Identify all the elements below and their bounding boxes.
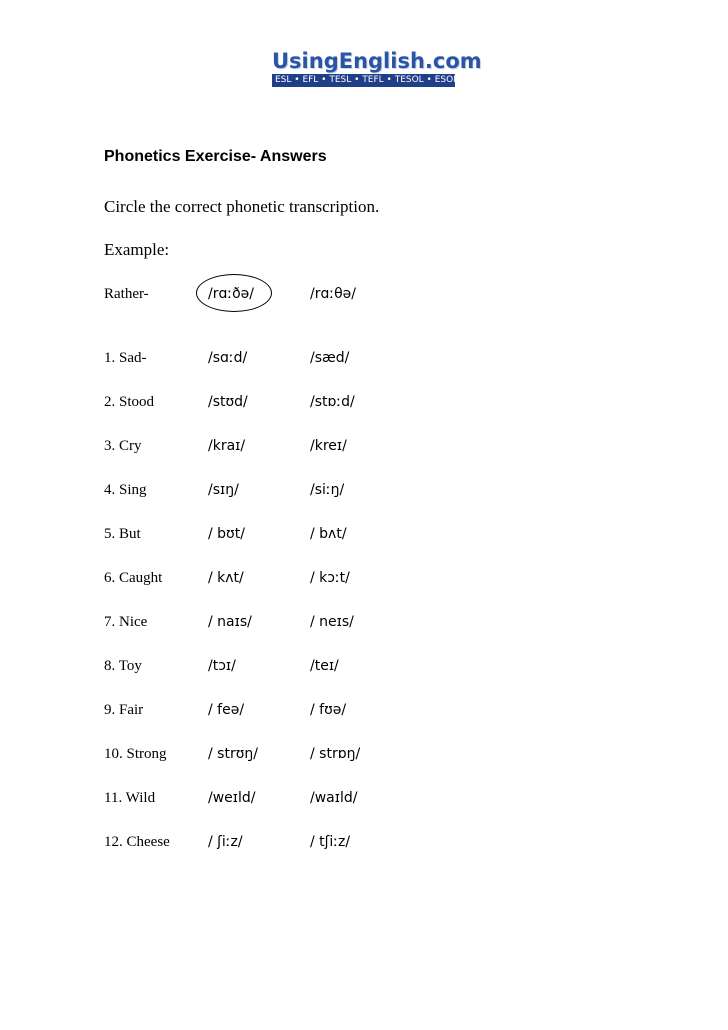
exercise-word: 11. Wild (104, 790, 156, 806)
logo-name: UsingEnglish.com (272, 49, 482, 73)
exercise-option-1: /kraɪ/ (208, 438, 246, 454)
exercise-option-2: / kɔːt/ (310, 570, 350, 586)
logo-tagline: ESL • EFL • TESL • TEFL • TESOL • ESOL (272, 74, 455, 87)
exercise-row (104, 526, 504, 546)
exercise-row (104, 394, 504, 414)
exercise-row (104, 570, 504, 590)
exercise-option-1: /sɪŋ/ (208, 482, 239, 498)
exercise-option-1: /weɪld/ (208, 790, 256, 806)
exercise-row (104, 834, 504, 854)
exercise-option-1: / bʊt/ (208, 526, 245, 542)
exercise-row (104, 350, 504, 370)
page-title: Phonetics Exercise- Answers (104, 148, 327, 165)
exercise-row (104, 614, 504, 634)
exercise-option-2: /waɪld/ (310, 790, 358, 806)
exercise-word: 9. Fair (104, 702, 144, 718)
example-label: Example: (104, 240, 170, 259)
exercise-word: 2. Stood (104, 394, 155, 410)
exercise-row (104, 702, 504, 722)
exercise-option-1: / kʌt/ (208, 570, 244, 586)
exercise-option-1: / feə/ (208, 702, 245, 718)
exercise-option-2: / fʊə/ (310, 702, 347, 718)
example-word: Rather- (104, 286, 149, 302)
exercise-option-2: /teɪ/ (310, 658, 339, 674)
exercise-option-2: / bʌt/ (310, 526, 347, 542)
exercise-option-2: /sæd/ (310, 350, 350, 366)
instruction-text: Circle the correct phonetic transcription. (104, 197, 380, 216)
exercise-row (104, 658, 504, 678)
exercise-word: 5. But (104, 526, 141, 542)
exercise-option-1: /tɔɪ/ (208, 658, 236, 674)
exercise-row (104, 746, 504, 766)
exercise-option-1: / naɪs/ (208, 614, 252, 630)
exercise-word: 3. Cry (104, 438, 142, 454)
exercise-row (104, 438, 504, 458)
exercise-option-2: / tʃiːz/ (310, 834, 351, 850)
exercise-row (104, 482, 504, 502)
exercise-option-1: / strʊŋ/ (208, 746, 258, 762)
example-row (104, 286, 504, 306)
exercise-option-2: /siːŋ/ (310, 482, 345, 498)
exercise-option-1: /stʊd/ (208, 394, 248, 410)
exercise-option-2: / strɒŋ/ (310, 746, 361, 762)
exercise-word: 12. Cheese (104, 834, 170, 850)
exercise-option-1: / ʃiːz/ (208, 834, 243, 850)
exercise-row (104, 790, 504, 810)
exercise-word: 8. Toy (104, 658, 142, 674)
example-option-1: /rɑːðə/ (208, 286, 254, 302)
exercise-word: 10. Strong (104, 746, 167, 762)
exercise-option-2: /stɒːd/ (310, 394, 355, 410)
exercise-option-1: /sɑːd/ (208, 350, 248, 366)
exercise-option-2: / neɪs/ (310, 614, 354, 630)
exercise-word: 1. Sad- (104, 350, 147, 366)
example-option-2: /rɑːθə/ (310, 286, 356, 302)
exercise-word: 7. Nice (104, 614, 148, 630)
exercise-word: 6. Caught (104, 570, 163, 586)
usingenglish-logo (272, 49, 482, 90)
exercise-option-2: /kreɪ/ (310, 438, 347, 454)
exercise-word: 4. Sing (104, 482, 147, 498)
